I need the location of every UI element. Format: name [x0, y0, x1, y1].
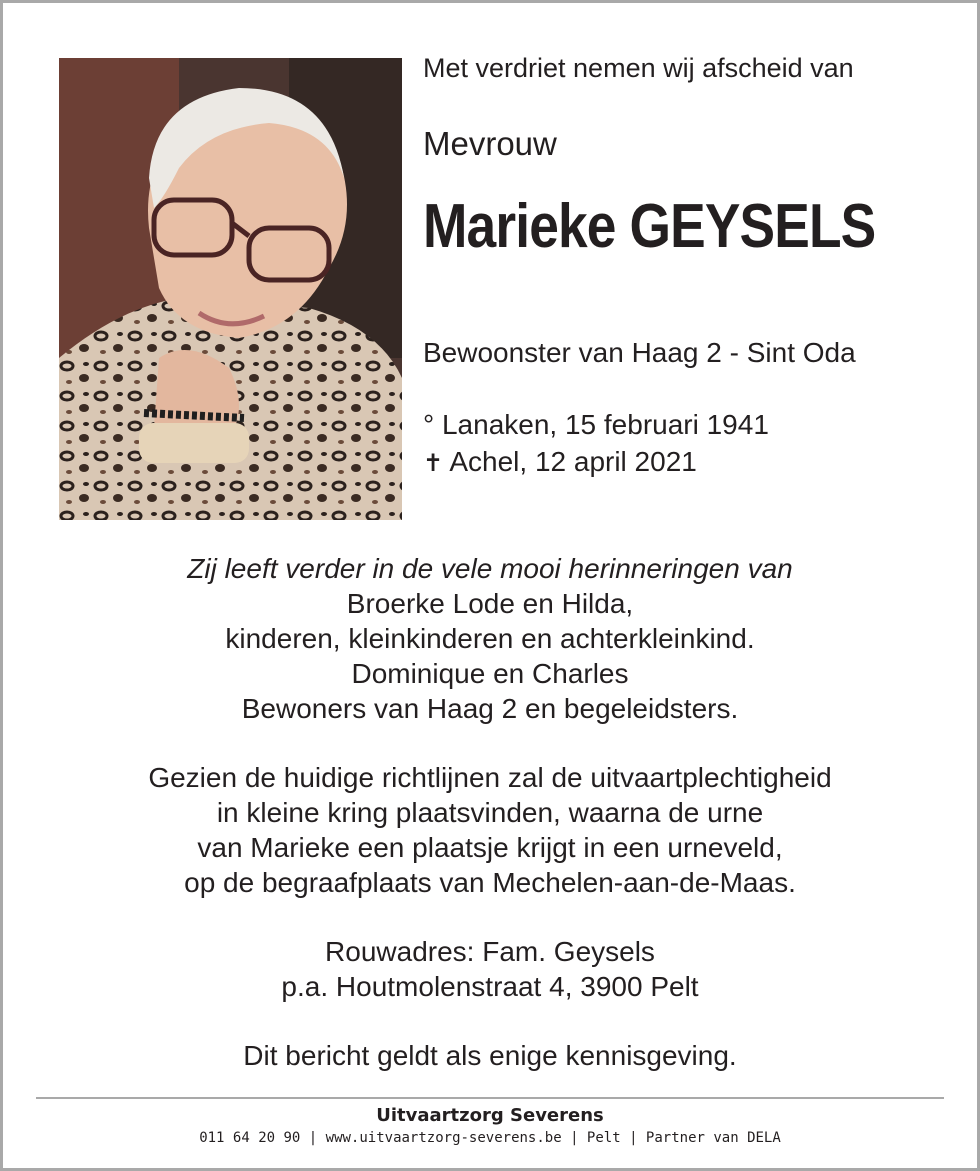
- funeral-home-contact: 011 64 20 90 | www.uitvaartzorg-severens.be | Pelt | Partner van DELA: [199, 1130, 781, 1146]
- spacer: [3, 1004, 977, 1038]
- ceremony-line: Gezien de huidige richtlijnen zal de uitvaartplechtigheid: [148, 762, 832, 793]
- residence-text: Bewoonster van Haag 2 - Sint Oda: [423, 337, 856, 368]
- notice-footer: Dit bericht geldt als enige kennisgeving.: [243, 1040, 737, 1071]
- remembrance-lead: Zij leeft verder in de vele mooi herinneringen van: [187, 553, 793, 584]
- spacer: [3, 726, 977, 760]
- remembrance-line: kinderen, kleinkinderen en achterkleinkind.: [225, 623, 755, 654]
- ceremony-line: van Marieke een plaatsje krijgt in een urneveld,: [197, 832, 783, 863]
- spacer: [3, 900, 977, 934]
- ceremony-line: op de begraafplaats van Mechelen-aan-de-Maas.: [184, 867, 796, 898]
- remembrance-line: Dominique en Charles: [351, 658, 629, 689]
- funeral-home-name: Uitvaartzorg Severens: [376, 1105, 604, 1126]
- body-text: [3, 551, 977, 1073]
- honorific: Mevrouw: [423, 125, 557, 162]
- portrait-photo: [59, 58, 402, 520]
- intro-text: Met verdriet nemen wij afscheid van: [423, 53, 854, 83]
- remembrance-line: Bewoners van Haag 2 en begeleidsters.: [241, 693, 739, 724]
- deceased-name: Marieke GEYSELS: [423, 192, 876, 261]
- death-date: [423, 446, 697, 478]
- footer-divider: [36, 1097, 944, 1099]
- ceremony-line: in kleine kring plaatsvinden, waarna de urne: [216, 797, 764, 828]
- remembrance-line: Broerke Lode en Hilda,: [346, 588, 634, 619]
- address-line: p.a. Houtmolenstraat 4, 3900 Pelt: [281, 971, 699, 1002]
- death-text: Achel, 12 april 2021: [449, 446, 697, 477]
- birth-date: ° Lanaken, 15 februari 1941: [423, 409, 769, 440]
- address-line: Rouwadres: Fam. Geysels: [325, 936, 655, 967]
- cross-icon: ✝: [423, 450, 444, 477]
